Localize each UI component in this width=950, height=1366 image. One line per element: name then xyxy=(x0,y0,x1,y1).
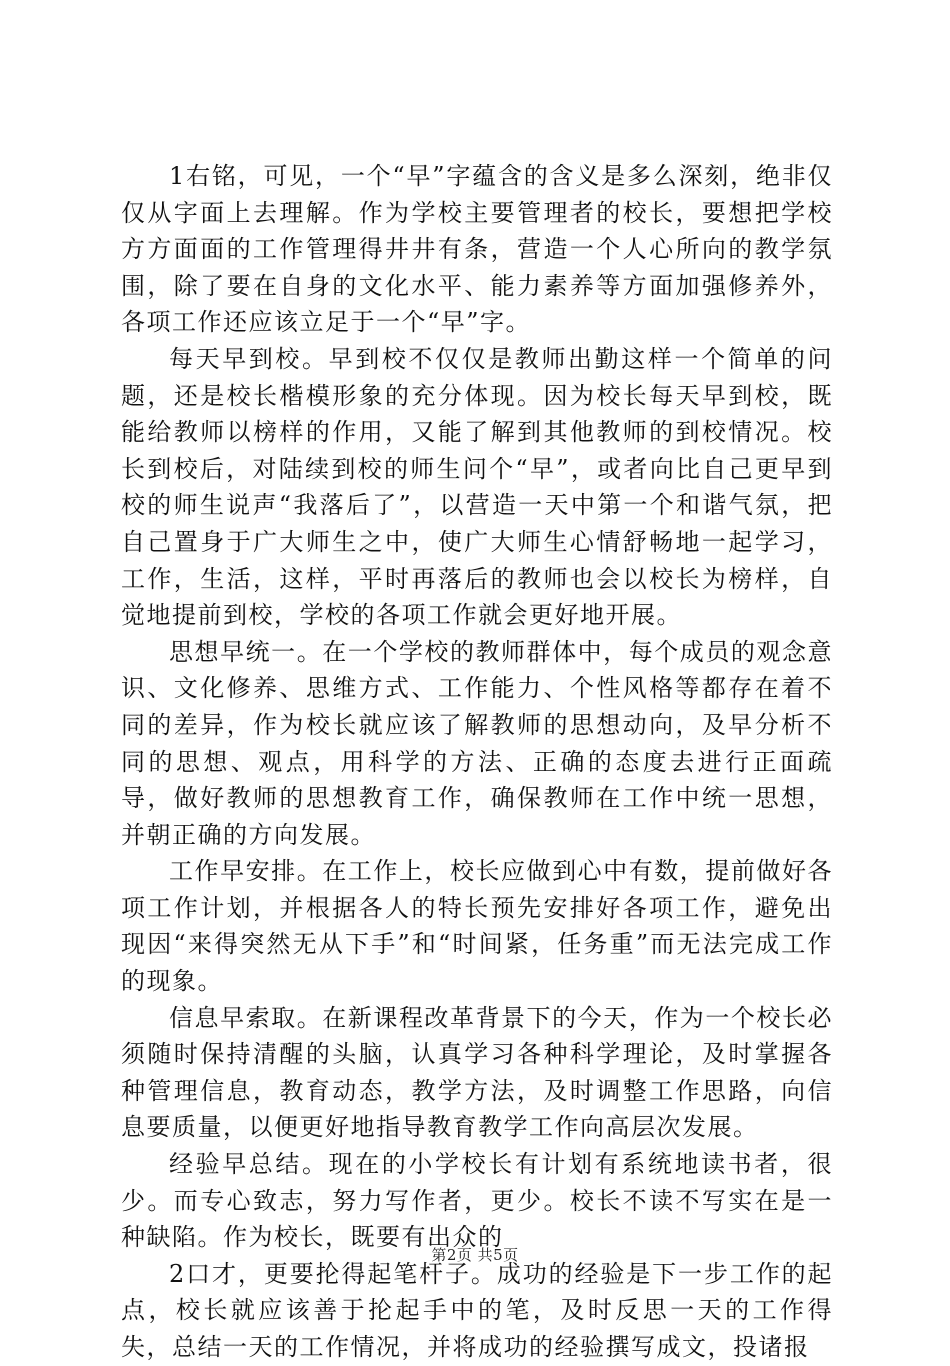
document-body xyxy=(121,158,833,1366)
page-number-label: 第2页 共5页 xyxy=(431,1246,519,1264)
page-footer xyxy=(0,1244,950,1265)
paragraph: 每天早到校。早到校不仅仅是教师出勤这样一个简单的问题，还是校长楷模形象的充分体现。因为校长每天早到校，既能给教师以榜样的作用，又能了解到其他教师的到校情况。校长到校后，对陆续到校的师生问个“早”，或者向比自己更早到校的师生说声“我落后了”，以营造一天中第一个和谐气氛，把自己置身于广大师生之中，使广大师生心情舒畅地一起学习，工作，生活，这样，平时再落后的教师也会以校长为榜样，自觉地提前到校，学校的各项工作就会更好地开展。 xyxy=(121,344,833,630)
paragraph: 经验早总结。现在的小学校长有计划有系统地读书者，很少。而专心致志，努力写作者，更少。校长不读不写实在是一种缺陷。作为校长，既要有出众的 xyxy=(121,1150,833,1252)
paragraph: 2口才，更要抡得起笔杆子。成功的经验是下一步工作的起点，校长就应该善于抡起手中的笔，及时反思一天的工作得失，总结一天的工作情况，并将成功的经验撰写成文，投诸报 xyxy=(121,1259,833,1361)
paragraph: 思想早统一。在一个学校的教师群体中，每个成员的观念意识、文化修养、思维方式、工作能力、个性风格等都存在着不同的差异，作为校长就应该了解教师的思想动向，及早分析不同的思想、观点，用科学的方法、正确的态度去进行正面疏导，做好教师的思想教育工作，确保教师在工作中统一思想，并朝正确的方向发展。 xyxy=(121,637,833,849)
paragraph: 工作早安排。在工作上，校长应做到心中有数，提前做好各项工作计划，并根据各人的特长预先安排好各项工作，避免出现因“来得突然无从下手”和“时间紧，任务重”而无法完成工作的现象。 xyxy=(121,857,833,996)
paragraph: 信息早索取。在新课程改革背景下的今天，作为一个校长必须随时保持清醒的头脑，认真学习各种科学理论，及时掌握各种管理信息，教育动态，教学方法，及时调整工作思路，向信息要质量，以便更好地指导教育教学工作向高层次发展。 xyxy=(121,1003,833,1142)
paragraph: 1右铭，可见，一个“早”字蕴含的含义是多么深刻，绝非仅仅从字面上去理解。作为学校主要管理者的校长，要想把学校方方面面的工作管理得井井有条，营造一个人心所向的教学氛围，除了要在自身的文化水平、能力素养等方面加强修养外，各项工作还应该立足于一个“早”字。 xyxy=(121,162,833,337)
